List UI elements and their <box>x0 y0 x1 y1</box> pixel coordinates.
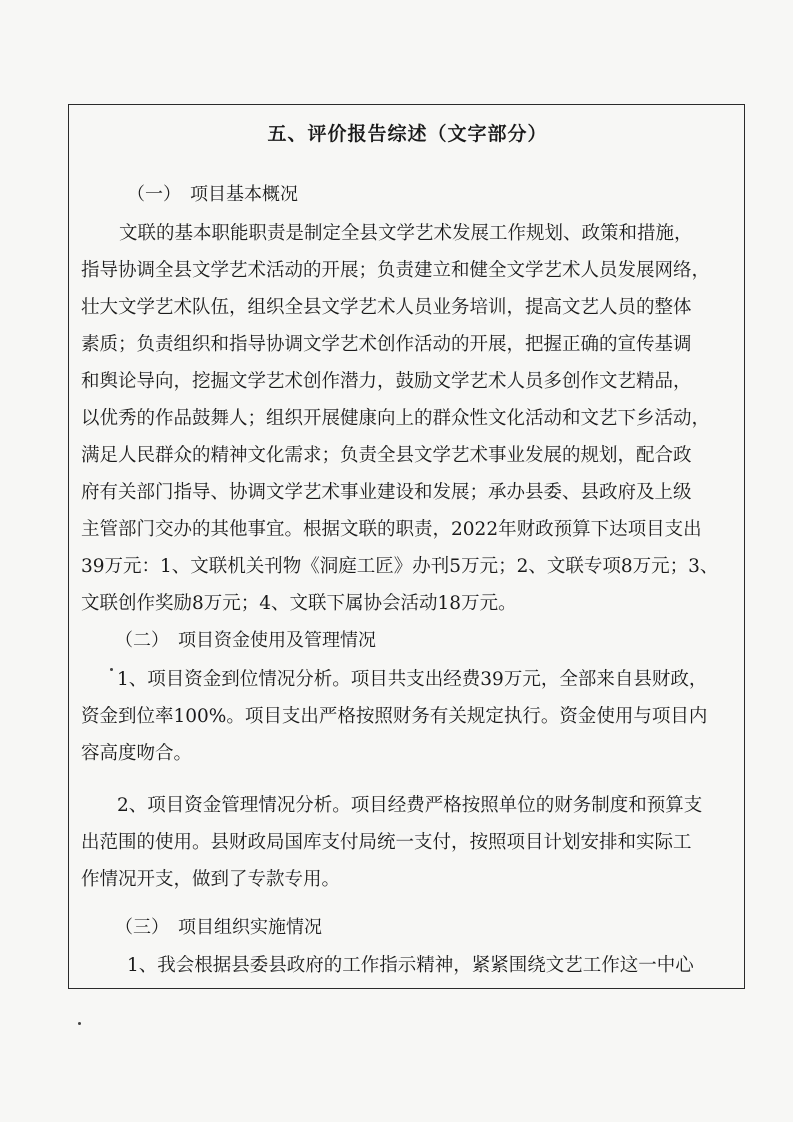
text-line: 文联创作奖励8万元；4、文联下属协会活动18万元。 <box>81 593 517 614</box>
text-line: 容高度吻合。 <box>81 743 193 764</box>
text-line: 1、我会根据县委县政府的工作指示精神，紧紧围绕文艺工作这一中心 <box>127 955 694 976</box>
text-line: 2、项目资金管理情况分析。项目经费严格按照单位的财务制度和预算支 <box>117 795 703 816</box>
section-heading-3: （三） 项目组织实施情况 <box>115 917 322 938</box>
text-line: 壮大文学艺术队伍，组织全县文学艺术人员业务培训，提高文艺人员的整体 <box>81 297 692 318</box>
text-line: 满足人民群众的精神文化需求；负责全县文学艺术事业发展的规划，配合政 <box>81 445 692 466</box>
text-line: 作情况开支，做到了专款专用。 <box>81 869 341 890</box>
section-heading-2: （二） 项目资金使用及管理情况 <box>115 630 376 651</box>
text-line: 以优秀的作品鼓舞人；组织开展健康向上的群众性文化活动和文艺下乡活动， <box>81 408 711 429</box>
scan-speck <box>110 668 113 671</box>
report-frame <box>68 104 745 989</box>
section-heading-1: （一） 项目基本概况 <box>127 184 298 205</box>
text-line: 资金到位率100%。项目支出严格按照财务有关规定执行。资金使用与项目内 <box>81 706 708 727</box>
text-line: 府有关部门指导、协调文学艺术事业建设和发展；承办县委、县政府及上级 <box>81 482 692 503</box>
text-line: 39万元：1、文联机关刊物《洞庭工匠》办刊5万元；2、文联专项8万元；3、 <box>81 556 719 577</box>
scan-speck <box>78 1022 81 1025</box>
text-line: 1、项目资金到位情况分析。项目共支出经费39万元，全部来自县财政， <box>117 669 708 690</box>
text-line: 主管部门交办的其他事宜。根据文联的职责，2022年财政预算下达项目支出 <box>81 519 702 540</box>
section-title: 五、评价报告综述（文字部分） <box>267 123 548 145</box>
text-line: 素质；负责组织和指导协调文学艺术创作活动的开展，把握正确的宣传基调 <box>81 334 692 355</box>
text-line: 指导协调全县文学艺术活动的开展；负责建立和健全文学艺术人员发展网络， <box>81 260 711 281</box>
text-line: 出范围的使用。县财政局国库支付局统一支付，按照项目计划安排和实际工 <box>81 832 692 853</box>
text-line: 文联的基本职能职责是制定全县文学艺术发展工作规划、政策和措施， <box>119 223 693 244</box>
text-line: 和舆论导向，挖掘文学艺术创作潜力，鼓励文学艺术人员多创作文艺精品， <box>81 371 692 392</box>
